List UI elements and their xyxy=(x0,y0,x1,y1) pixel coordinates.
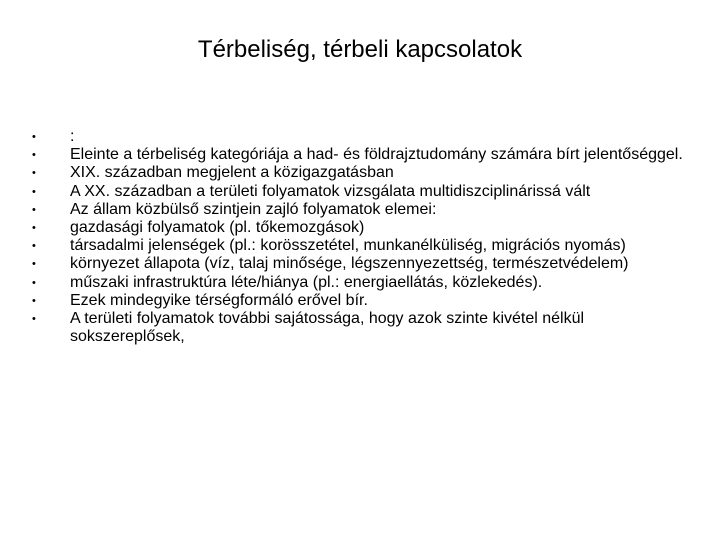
list-item-text: Ezek mindegyike térségformáló erővel bír. xyxy=(70,291,368,309)
list-item-text: társadalmi jelenségek (pl.: korösszetétel, munkanélküliség, migrációs nyomás) xyxy=(70,237,626,255)
bullet-list xyxy=(30,128,690,346)
list-item-text: környezet állapota (víz, talaj minősége, légszennyezettség, természetvédelem) xyxy=(70,255,629,273)
list-item xyxy=(30,219,690,237)
bullet-icon: • xyxy=(32,294,36,307)
bullet-icon: • xyxy=(32,185,36,198)
list-item-text: gazdasági folyamatok (pl. tőkemozgások) xyxy=(70,219,365,237)
list-item-text: A XX. században a területi folyamatok vizsgálata multidiszciplinárissá vált xyxy=(70,182,591,200)
list-item-text: műszaki infrastruktúra léte/hiánya (pl.: energiaellátás, közlekedés). xyxy=(70,273,543,291)
bullet-icon: • xyxy=(32,203,36,216)
bullet-icon: • xyxy=(32,276,36,289)
list-item xyxy=(30,146,690,164)
list-item-text: XIX. században megjelent a közigazgatásban xyxy=(70,164,394,182)
bullet-icon: • xyxy=(32,313,36,326)
list-item xyxy=(30,255,690,273)
bullet-icon: • xyxy=(32,258,36,271)
list-item xyxy=(30,274,690,292)
list-item xyxy=(30,164,690,182)
slide-title: Térbeliség, térbeli kapcsolatok xyxy=(197,36,523,63)
list-item xyxy=(30,292,690,310)
bullet-icon: • xyxy=(32,167,36,180)
list-item-text: A területi folyamatok további sajátossága, hogy azok szinte kivétel nélkül sokszereplősek, xyxy=(70,310,585,346)
list-item-text: Az állam közbülső szintjein zajló folyamatok elemei: xyxy=(70,200,437,218)
list-item xyxy=(30,201,690,219)
list-item-text: Eleinte a térbeliség kategóriája a had- és földrajztudomány számára bírt jelentőséggel. xyxy=(70,146,683,164)
list-item xyxy=(30,128,690,146)
bullet-icon: • xyxy=(32,240,36,253)
list-item-text: : xyxy=(70,128,75,145)
list-item xyxy=(30,237,690,255)
bullet-icon: • xyxy=(32,222,36,235)
bullet-icon: • xyxy=(32,131,36,143)
bullet-icon: • xyxy=(32,149,36,162)
list-item xyxy=(30,310,690,346)
list-item xyxy=(30,183,690,201)
